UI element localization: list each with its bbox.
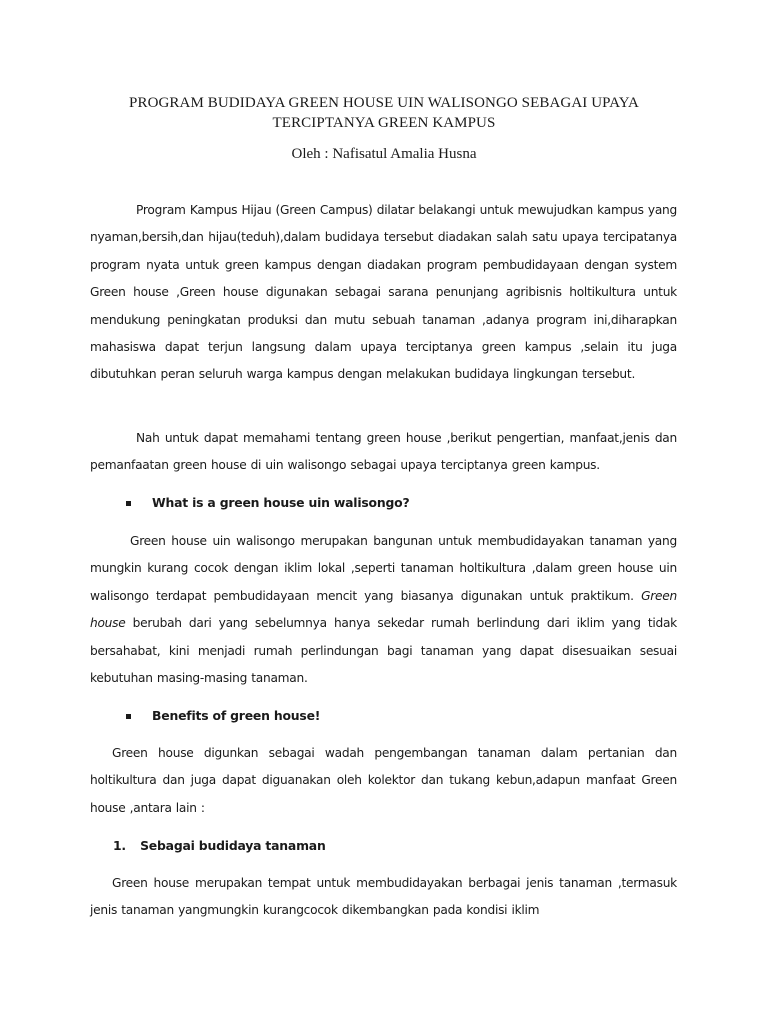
paragraph-what-is-part-2: berubah dari yang sebelumnya hanya sekedar rumah berlindung dari iklim yang tidak bersahabat, kini menjadi rumah perlindungan bagi tanaman yang dapat disesuaikan sesuai kebutuhan masing-masing tanaman. bbox=[90, 616, 677, 686]
document-title-line-1: PROGRAM BUDIDAYA GREEN HOUSE UIN WALISONGO SEBAGAI UPAYA bbox=[129, 95, 639, 111]
paragraph-what-is-italic: Green house bbox=[90, 588, 677, 631]
square-bullet-icon bbox=[126, 714, 131, 719]
paragraph-budidaya: Green house merupakan tempat untuk membudidayakan berbagai jenis tanaman ,termasuk jenis tanaman yangmungkin kurangcocok dikembangkan pada kondisi iklim bbox=[90, 876, 677, 918]
paragraph-overview: Nah untuk dapat memahami tentang green house ,berikut pengertian, manfaat,jenis dan pemanfaatan green house di uin walisongo sebagai upaya terciptanya green kampus. bbox=[90, 431, 677, 473]
paragraph-benefits: Green house digunkan sebagai wadah pengembangan tanaman dalam pertanian dan holtikultura dan juga dapat diguanakan oleh kolektor dan tukang kebun,adapun manfaat Green house ,antara lain : bbox=[90, 746, 677, 815]
paragraph-intro: Program Kampus Hijau (Green Campus) dilatar belakangi untuk mewujudkan kampus yang nyaman,bersih,dan hijau(teduh),dalam budidaya tersebut diadakan salah satu upaya tercipatanya program nyata untuk green kampus dengan diadakan program pembudidayaan dengan system Green house ,Green house digunakan sebagai sarana penunjang agribisnis holtikultura untuk mendukung peningkatan produksi dan mutu sebuah tanaman ,adanya program ini,diharapkan mahasiswa dapat terjun langsung dalam upaya terciptanya green kampus ,selain itu juga dibutuhkan peran seluruh warga kampus dengan melakukan budidaya lingkungan tersebut. bbox=[90, 203, 677, 382]
bullet-heading-text: What is a green house uin walisongo? bbox=[152, 495, 410, 510]
numbered-heading-budidaya bbox=[113, 836, 326, 856]
paragraph-what-is bbox=[90, 528, 677, 692]
bullet-heading-benefits bbox=[126, 706, 320, 726]
square-bullet-icon bbox=[126, 501, 131, 506]
author-line: Oleh : Nafisatul Amalia Husna bbox=[291, 146, 477, 162]
document-title-line-2: TERCIPTANYA GREEN KAMPUS bbox=[272, 115, 496, 131]
numbered-heading-text: Sebagai budidaya tanaman bbox=[140, 838, 326, 853]
bullet-heading-what-is bbox=[126, 493, 409, 513]
list-number: 1. bbox=[113, 838, 126, 853]
bullet-heading-text: Benefits of green house! bbox=[152, 708, 321, 723]
paragraph-what-is-part-1: Green house uin walisongo merupakan bangunan untuk membudidayakan tanaman yang mungkin kurang cocok dengan iklim lokal ,seperti tanaman holtikultura ,dalam green house uin walisongo terdapat pembudidayaan mencit yang biasanya digunakan untuk praktikum. bbox=[90, 534, 677, 603]
